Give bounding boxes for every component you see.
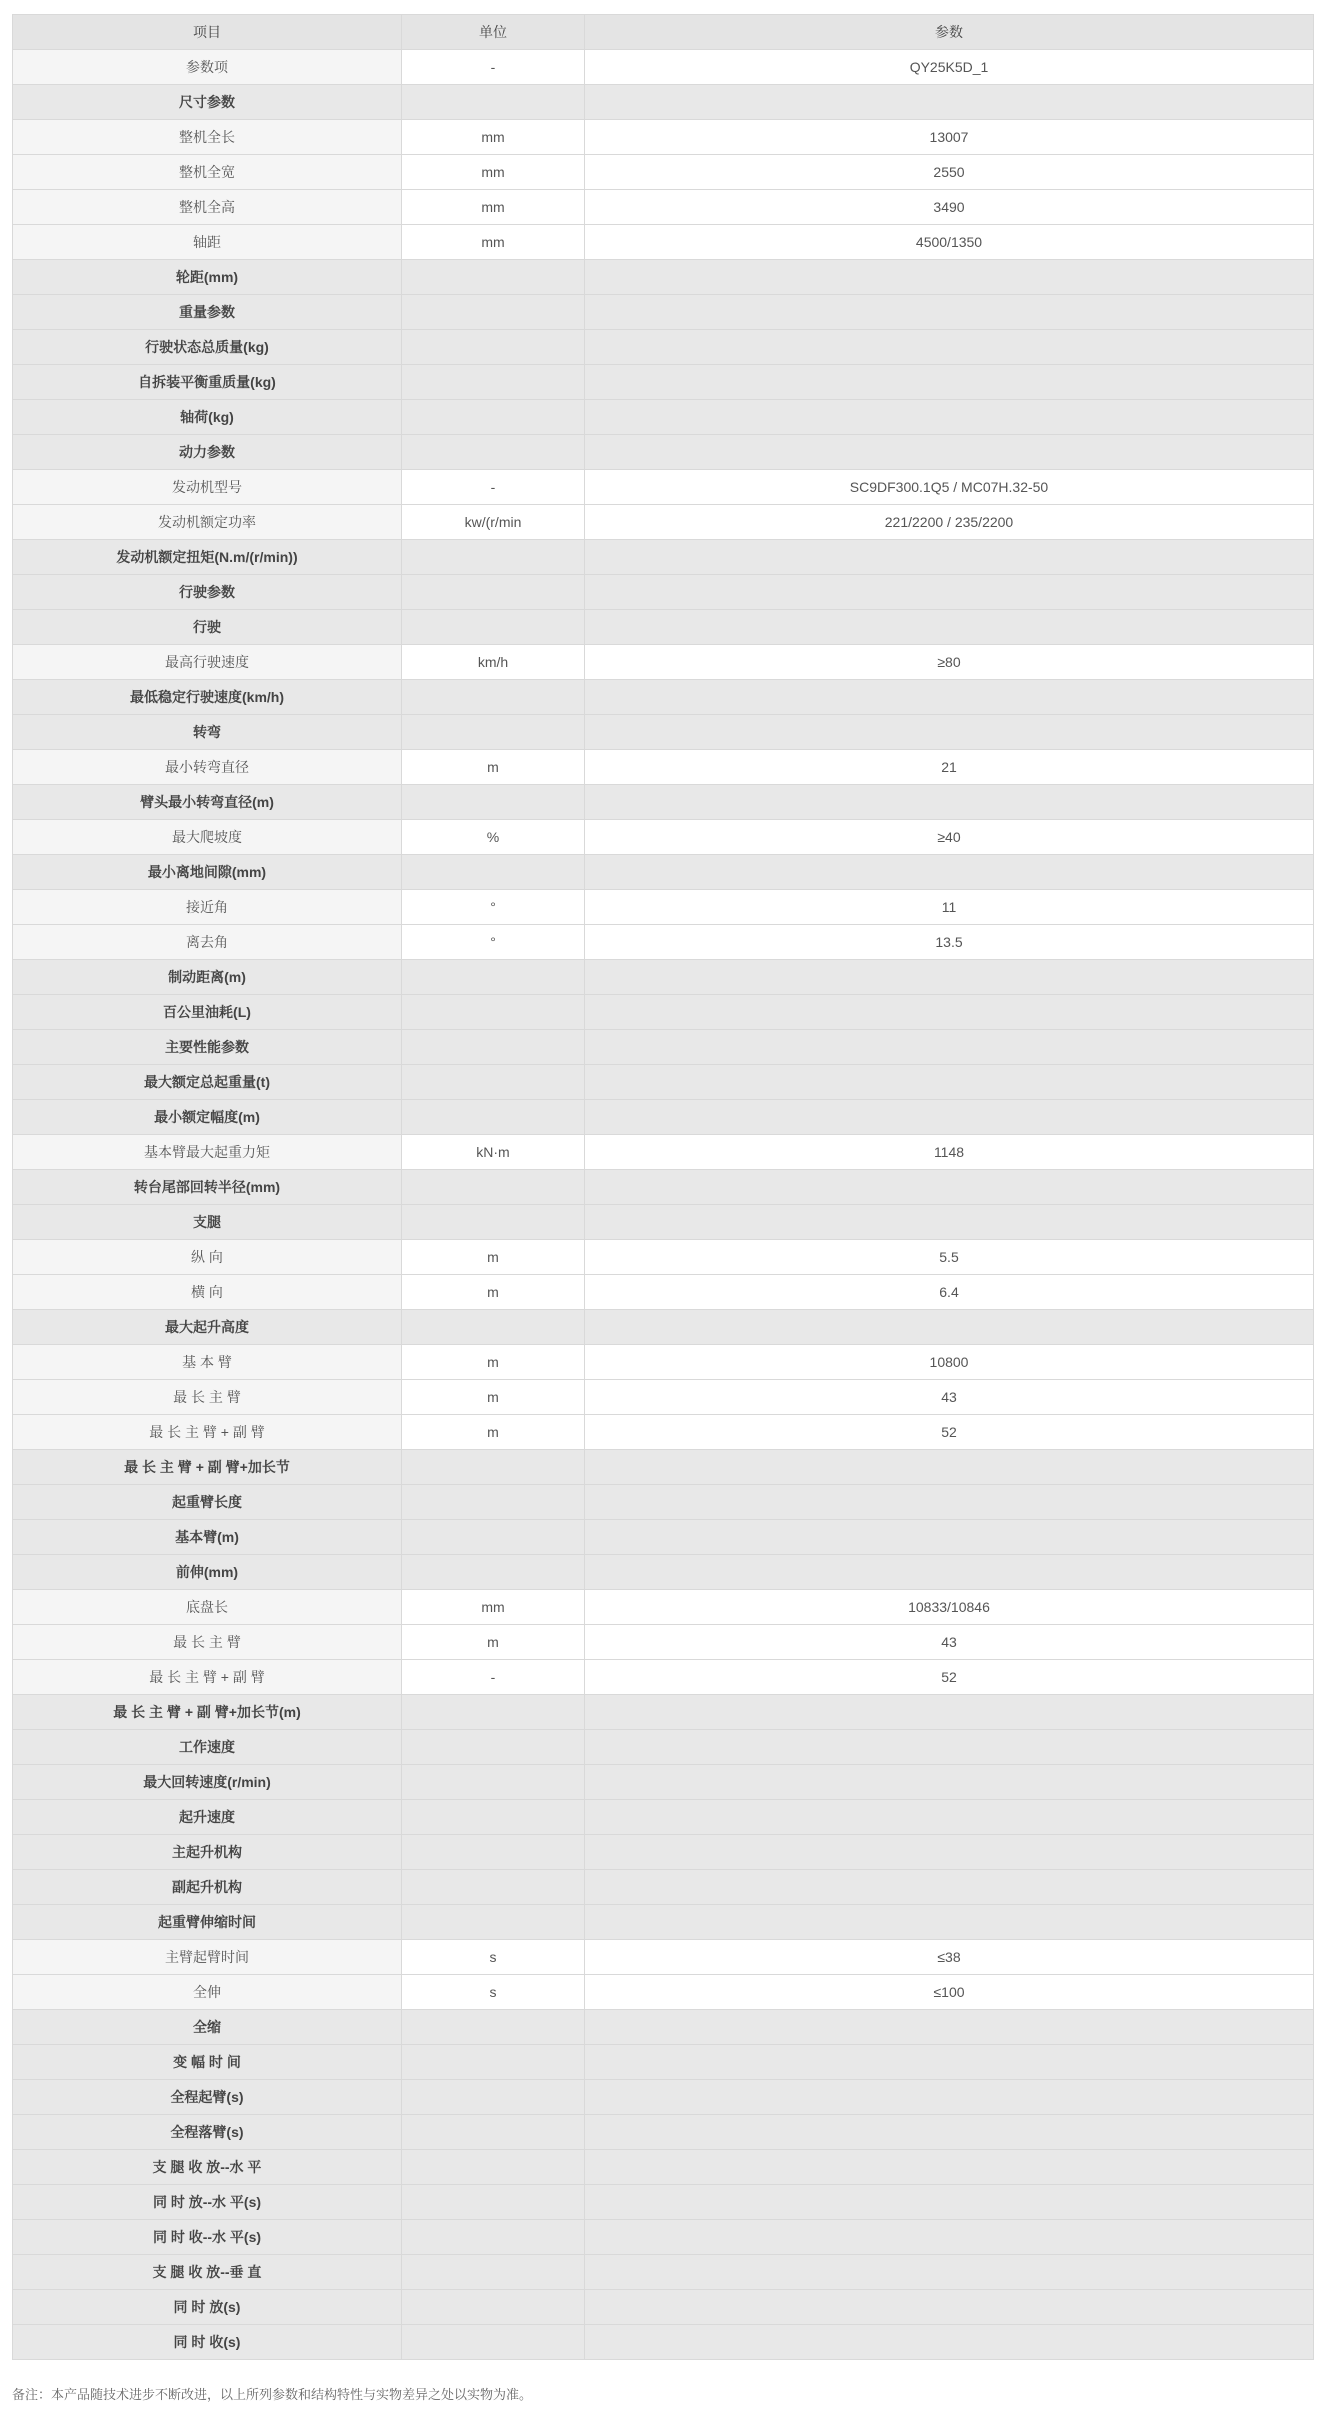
- cell-item: 行驶: [13, 610, 402, 645]
- cell-value: [585, 1800, 1314, 1835]
- table-row: [13, 1590, 1314, 1625]
- cell-unit: [402, 855, 585, 890]
- cell-item: 臂头最小转弯直径(m): [13, 785, 402, 820]
- section-row: [13, 2080, 1314, 2115]
- cell-value: [585, 1205, 1314, 1240]
- spec-table: [12, 14, 1314, 2360]
- cell-unit: [402, 1905, 585, 1940]
- cell-value: [585, 610, 1314, 645]
- section-row: [13, 855, 1314, 890]
- section-row: [13, 1205, 1314, 1240]
- table-row: [13, 1415, 1314, 1450]
- cell-value: [585, 2150, 1314, 2185]
- cell-unit: [402, 1485, 585, 1520]
- section-row: [13, 1765, 1314, 1800]
- cell-value: [585, 995, 1314, 1030]
- cell-value: [585, 1695, 1314, 1730]
- cell-value: [585, 715, 1314, 750]
- cell-unit: m: [402, 1380, 585, 1415]
- cell-unit: [402, 260, 585, 295]
- header-item: 项目: [13, 15, 402, 50]
- cell-unit: [402, 1205, 585, 1240]
- cell-value: ≤38: [585, 1940, 1314, 1975]
- cell-item: 整机全高: [13, 190, 402, 225]
- section-row: [13, 1030, 1314, 1065]
- cell-unit: [402, 1835, 585, 1870]
- cell-value: [585, 1100, 1314, 1135]
- cell-unit: [402, 1800, 585, 1835]
- cell-value: [585, 540, 1314, 575]
- cell-item: 全程落臂(s): [13, 2115, 402, 2150]
- cell-value: ≥80: [585, 645, 1314, 680]
- cell-unit: [402, 1520, 585, 1555]
- cell-item: 主要性能参数: [13, 1030, 402, 1065]
- header-value: 参数: [585, 15, 1314, 50]
- cell-value: [585, 1065, 1314, 1100]
- cell-item: 全缩: [13, 2010, 402, 2045]
- cell-item: 起重臂伸缩时间: [13, 1905, 402, 1940]
- cell-unit: [402, 715, 585, 750]
- cell-unit: [402, 2255, 585, 2290]
- cell-unit: m: [402, 1415, 585, 1450]
- cell-unit: °: [402, 925, 585, 960]
- cell-item: 行驶参数: [13, 575, 402, 610]
- cell-value: [585, 1030, 1314, 1065]
- section-row: [13, 260, 1314, 295]
- cell-value: [585, 2045, 1314, 2080]
- cell-unit: mm: [402, 120, 585, 155]
- cell-item: 最小额定幅度(m): [13, 1100, 402, 1135]
- cell-value: [585, 435, 1314, 470]
- table-row: [13, 155, 1314, 190]
- table-row: [13, 1240, 1314, 1275]
- cell-unit: [402, 295, 585, 330]
- table-row: [13, 1660, 1314, 1695]
- cell-item: 最小转弯直径: [13, 750, 402, 785]
- cell-value: [585, 960, 1314, 995]
- cell-value: [585, 1170, 1314, 1205]
- cell-value: [585, 85, 1314, 120]
- cell-unit: [402, 540, 585, 575]
- table-row: [13, 1975, 1314, 2010]
- cell-unit: mm: [402, 190, 585, 225]
- cell-unit: m: [402, 750, 585, 785]
- cell-item: 主起升机构: [13, 1835, 402, 1870]
- cell-value: 2550: [585, 155, 1314, 190]
- cell-item: 重量参数: [13, 295, 402, 330]
- section-row: [13, 85, 1314, 120]
- cell-item: 纵 向: [13, 1240, 402, 1275]
- section-row: [13, 995, 1314, 1030]
- table-body: [13, 50, 1314, 2360]
- cell-item: 尺寸参数: [13, 85, 402, 120]
- cell-value: [585, 1485, 1314, 1520]
- section-row: [13, 1870, 1314, 1905]
- cell-unit: [402, 1100, 585, 1135]
- cell-item: 最大爬坡度: [13, 820, 402, 855]
- section-row: [13, 2115, 1314, 2150]
- table-row: [13, 820, 1314, 855]
- cell-unit: [402, 85, 585, 120]
- cell-item: 工作速度: [13, 1730, 402, 1765]
- cell-item: 发动机型号: [13, 470, 402, 505]
- cell-item: 全程起臂(s): [13, 2080, 402, 2115]
- cell-unit: [402, 2115, 585, 2150]
- table-row: [13, 890, 1314, 925]
- cell-value: 13007: [585, 120, 1314, 155]
- section-row: [13, 435, 1314, 470]
- section-row: [13, 610, 1314, 645]
- cell-value: [585, 2080, 1314, 2115]
- section-row: [13, 1065, 1314, 1100]
- cell-value: 3490: [585, 190, 1314, 225]
- cell-item: 基本臂最大起重力矩: [13, 1135, 402, 1170]
- cell-value: [585, 1730, 1314, 1765]
- cell-value: 11: [585, 890, 1314, 925]
- section-row: [13, 680, 1314, 715]
- cell-unit: [402, 1555, 585, 1590]
- cell-value: [585, 855, 1314, 890]
- section-row: [13, 365, 1314, 400]
- table-row: [13, 1135, 1314, 1170]
- cell-unit: [402, 575, 585, 610]
- cell-item: 支腿: [13, 1205, 402, 1240]
- section-row: [13, 330, 1314, 365]
- cell-unit: [402, 610, 585, 645]
- cell-value: 5.5: [585, 1240, 1314, 1275]
- cell-item: 百公里油耗(L): [13, 995, 402, 1030]
- cell-item: 动力参数: [13, 435, 402, 470]
- cell-item: 同 时 收--水 平(s): [13, 2220, 402, 2255]
- cell-unit: mm: [402, 155, 585, 190]
- cell-unit: [402, 1765, 585, 1800]
- table-row: [13, 120, 1314, 155]
- cell-unit: [402, 2010, 585, 2045]
- cell-item: 接近角: [13, 890, 402, 925]
- section-row: [13, 785, 1314, 820]
- table-row: [13, 925, 1314, 960]
- cell-value: [585, 400, 1314, 435]
- cell-value: [585, 680, 1314, 715]
- cell-unit: [402, 2080, 585, 2115]
- cell-item: 变 幅 时 间: [13, 2045, 402, 2080]
- cell-item: 参数项: [13, 50, 402, 85]
- cell-item: 发动机额定扭矩(N.m/(r/min)): [13, 540, 402, 575]
- cell-unit: [402, 995, 585, 1030]
- table-row: [13, 1345, 1314, 1380]
- cell-unit: [402, 1065, 585, 1100]
- cell-value: [585, 1520, 1314, 1555]
- table-header-row: [13, 15, 1314, 50]
- cell-unit: s: [402, 1975, 585, 2010]
- cell-item: 前伸(mm): [13, 1555, 402, 1590]
- section-row: [13, 1485, 1314, 1520]
- cell-unit: -: [402, 1660, 585, 1695]
- cell-value: 221/2200 / 235/2200: [585, 505, 1314, 540]
- section-row: [13, 1520, 1314, 1555]
- header-unit: 单位: [402, 15, 585, 50]
- cell-value: [585, 2220, 1314, 2255]
- cell-unit: [402, 1170, 585, 1205]
- cell-item: 最 长 主 臂: [13, 1625, 402, 1660]
- cell-item: 同 时 放--水 平(s): [13, 2185, 402, 2220]
- cell-unit: mm: [402, 1590, 585, 1625]
- spec-table-container: [12, 14, 1313, 2360]
- cell-unit: [402, 2045, 585, 2080]
- cell-unit: m: [402, 1275, 585, 1310]
- cell-value: [585, 785, 1314, 820]
- cell-value: SC9DF300.1Q5 / MC07H.32-50: [585, 470, 1314, 505]
- cell-item: 主臂起臂时间: [13, 1940, 402, 1975]
- cell-item: 起重臂长度: [13, 1485, 402, 1520]
- section-row: [13, 2045, 1314, 2080]
- cell-value: 10833/10846: [585, 1590, 1314, 1625]
- cell-value: 1148: [585, 1135, 1314, 1170]
- cell-value: 52: [585, 1415, 1314, 1450]
- section-row: [13, 2290, 1314, 2325]
- cell-item: 最 长 主 臂: [13, 1380, 402, 1415]
- cell-item: 整机全宽: [13, 155, 402, 190]
- cell-unit: m: [402, 1625, 585, 1660]
- cell-item: 最大额定总起重量(t): [13, 1065, 402, 1100]
- cell-value: 10800: [585, 1345, 1314, 1380]
- cell-unit: %: [402, 820, 585, 855]
- table-row: [13, 470, 1314, 505]
- cell-value: ≥40: [585, 820, 1314, 855]
- section-row: [13, 2010, 1314, 2045]
- cell-unit: [402, 330, 585, 365]
- cell-value: 13.5: [585, 925, 1314, 960]
- cell-value: [585, 1835, 1314, 1870]
- cell-item: 最 长 主 臂 + 副 臂: [13, 1660, 402, 1695]
- cell-item: 最 长 主 臂 + 副 臂: [13, 1415, 402, 1450]
- table-row: [13, 1940, 1314, 1975]
- section-row: [13, 1310, 1314, 1345]
- cell-item: 最 长 主 臂 + 副 臂+加长节(m): [13, 1695, 402, 1730]
- section-row: [13, 1835, 1314, 1870]
- table-row: [13, 225, 1314, 260]
- cell-value: ≤100: [585, 1975, 1314, 2010]
- cell-item: 全伸: [13, 1975, 402, 2010]
- cell-item: 基 本 臂: [13, 1345, 402, 1380]
- cell-item: 自拆装平衡重质量(kg): [13, 365, 402, 400]
- cell-item: 制动距离(m): [13, 960, 402, 995]
- cell-unit: [402, 680, 585, 715]
- cell-unit: m: [402, 1240, 585, 1275]
- section-row: [13, 2255, 1314, 2290]
- cell-value: [585, 365, 1314, 400]
- cell-item: 同 时 放(s): [13, 2290, 402, 2325]
- cell-item: 行驶状态总质量(kg): [13, 330, 402, 365]
- cell-item: 转弯: [13, 715, 402, 750]
- cell-value: [585, 2115, 1314, 2150]
- cell-value: [585, 1905, 1314, 1940]
- cell-unit: [402, 960, 585, 995]
- cell-item: 发动机额定功率: [13, 505, 402, 540]
- table-row: [13, 50, 1314, 85]
- cell-item: 轮距(mm): [13, 260, 402, 295]
- cell-value: [585, 330, 1314, 365]
- cell-unit: [402, 435, 585, 470]
- cell-value: 52: [585, 1660, 1314, 1695]
- table-row: [13, 645, 1314, 680]
- cell-unit: kw/(r/min: [402, 505, 585, 540]
- cell-item: 离去角: [13, 925, 402, 960]
- cell-unit: [402, 2325, 585, 2360]
- table-row: [13, 190, 1314, 225]
- cell-unit: [402, 1730, 585, 1765]
- section-row: [13, 1170, 1314, 1205]
- cell-value: QY25K5D_1: [585, 50, 1314, 85]
- section-row: [13, 575, 1314, 610]
- cell-unit: [402, 2150, 585, 2185]
- cell-item: 同 时 收(s): [13, 2325, 402, 2360]
- cell-unit: s: [402, 1940, 585, 1975]
- cell-value: [585, 2325, 1314, 2360]
- cell-value: [585, 295, 1314, 330]
- cell-unit: [402, 1695, 585, 1730]
- cell-unit: [402, 2220, 585, 2255]
- cell-value: [585, 1310, 1314, 1345]
- cell-unit: -: [402, 50, 585, 85]
- cell-item: 副起升机构: [13, 1870, 402, 1905]
- cell-value: [585, 1450, 1314, 1485]
- cell-value: [585, 1870, 1314, 1905]
- cell-value: 4500/1350: [585, 225, 1314, 260]
- cell-value: [585, 2290, 1314, 2325]
- cell-item: 整机全长: [13, 120, 402, 155]
- section-row: [13, 295, 1314, 330]
- cell-item: 最高行驶速度: [13, 645, 402, 680]
- section-row: [13, 1730, 1314, 1765]
- cell-value: [585, 2185, 1314, 2220]
- section-row: [13, 2220, 1314, 2255]
- cell-item: 最低稳定行驶速度(km/h): [13, 680, 402, 715]
- cell-item: 起升速度: [13, 1800, 402, 1835]
- section-row: [13, 960, 1314, 995]
- cell-value: [585, 2010, 1314, 2045]
- section-row: [13, 715, 1314, 750]
- cell-unit: m: [402, 1345, 585, 1380]
- cell-value: [585, 260, 1314, 295]
- cell-value: 21: [585, 750, 1314, 785]
- cell-item: 支 腿 收 放--水 平: [13, 2150, 402, 2185]
- section-row: [13, 1555, 1314, 1590]
- section-row: [13, 2185, 1314, 2220]
- cell-item: 支 腿 收 放--垂 直: [13, 2255, 402, 2290]
- table-row: [13, 750, 1314, 785]
- cell-unit: [402, 1450, 585, 1485]
- cell-item: 轴荷(kg): [13, 400, 402, 435]
- cell-unit: mm: [402, 225, 585, 260]
- cell-value: [585, 575, 1314, 610]
- section-row: [13, 400, 1314, 435]
- section-row: [13, 2325, 1314, 2360]
- table-row: [13, 1275, 1314, 1310]
- section-row: [13, 2150, 1314, 2185]
- section-row: [13, 1450, 1314, 1485]
- cell-unit: [402, 1030, 585, 1065]
- cell-unit: [402, 1310, 585, 1345]
- cell-item: 最小离地间隙(mm): [13, 855, 402, 890]
- table-row: [13, 505, 1314, 540]
- section-row: [13, 1800, 1314, 1835]
- footnote: 备注：本产品随技术进步不断改进，以上所列参数和结构特性与实物差异之处以实物为准。: [12, 2387, 533, 2402]
- cell-item: 底盘长: [13, 1590, 402, 1625]
- cell-item: 轴距: [13, 225, 402, 260]
- cell-value: 6.4: [585, 1275, 1314, 1310]
- cell-unit: [402, 2290, 585, 2325]
- cell-unit: °: [402, 890, 585, 925]
- cell-item: 基本臂(m): [13, 1520, 402, 1555]
- section-row: [13, 1100, 1314, 1135]
- section-row: [13, 1905, 1314, 1940]
- cell-unit: [402, 365, 585, 400]
- cell-item: 最 长 主 臂 + 副 臂+加长节: [13, 1450, 402, 1485]
- cell-item: 横 向: [13, 1275, 402, 1310]
- cell-unit: kN·m: [402, 1135, 585, 1170]
- table-row: [13, 1380, 1314, 1415]
- cell-unit: [402, 2185, 585, 2220]
- cell-value: [585, 1765, 1314, 1800]
- cell-value: 43: [585, 1380, 1314, 1415]
- cell-unit: [402, 400, 585, 435]
- cell-unit: -: [402, 470, 585, 505]
- cell-value: [585, 1555, 1314, 1590]
- cell-unit: [402, 1870, 585, 1905]
- cell-item: 最大起升高度: [13, 1310, 402, 1345]
- cell-item: 最大回转速度(r/min): [13, 1765, 402, 1800]
- table-row: [13, 1625, 1314, 1660]
- cell-item: 转台尾部回转半径(mm): [13, 1170, 402, 1205]
- cell-unit: km/h: [402, 645, 585, 680]
- section-row: [13, 540, 1314, 575]
- cell-value: [585, 2255, 1314, 2290]
- cell-value: 43: [585, 1625, 1314, 1660]
- section-row: [13, 1695, 1314, 1730]
- cell-unit: [402, 785, 585, 820]
